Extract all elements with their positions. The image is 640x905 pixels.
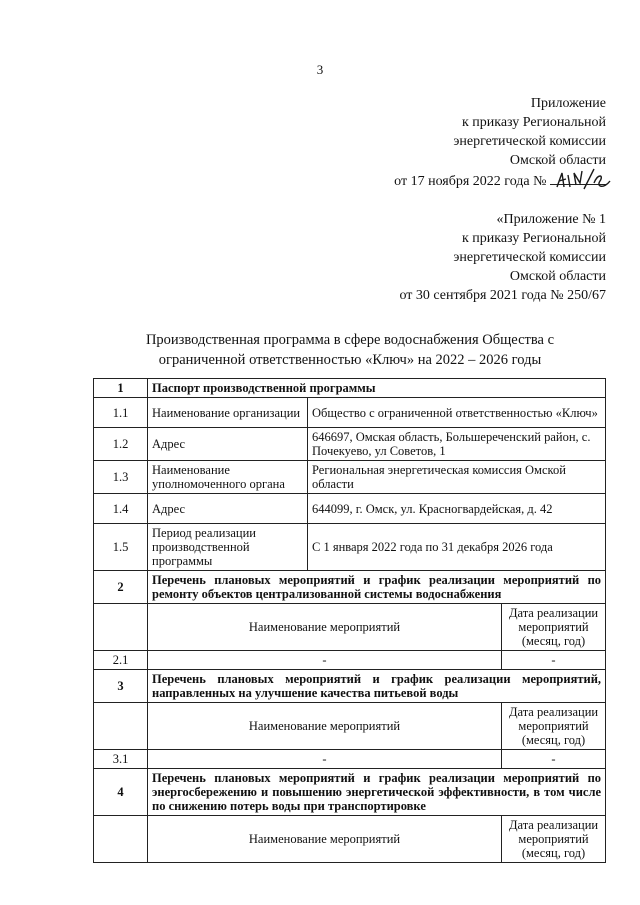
row-value: Общество с ограниченной ответственностью «Ключ» [308,398,606,428]
row-value: 646697, Омская область, Большереченский район, с. Почекуево, ул Советов, 1 [308,428,606,461]
row-value: С 1 января 2022 года по 31 декабря 2026 года [308,524,606,571]
section-heading: Перечень плановых мероприятий и график реализации мероприятий по ремонту объектов централизованной системы водоснабжения [148,571,606,604]
appendix-date-text: от 17 ноября 2022 года № [394,174,547,189]
title-line-2: ограниченной ответственностью «Ключ» на 2022 – 2026 годы [158,352,542,368]
appendix-header-current [394,94,606,191]
row-number: 1.2 [94,428,148,461]
table-row [94,428,606,461]
table-row [94,379,606,398]
appendix-line: энергетической комиссии [453,250,606,265]
production-program-table [93,378,606,863]
table-row [94,494,606,524]
row-number: 2.1 [94,651,148,670]
row-number: 1.4 [94,494,148,524]
section-number: 1 [94,379,148,398]
appendix-header-original [399,210,606,305]
table-row [94,651,606,670]
column-header-date: Дата реализации мероприятий (месяц, год) [502,816,606,863]
table-row [94,604,606,651]
table-row [94,398,606,428]
column-header-date: Дата реализации мероприятий (месяц, год) [502,703,606,750]
row-label: Наименование уполномоченного органа [148,461,308,494]
appendix-date-line [394,170,606,191]
row-value: 644099, г. Омск, ул. Красногвардейская, д. 42 [308,494,606,524]
section-heading: Перечень плановых мероприятий и график реализации мероприятий по энергосбережению и повышению энергетической эффективности, в том числе по снижению потерь воды при транспортировке [148,769,606,816]
row-number: 1.5 [94,524,148,571]
table-row [94,461,606,494]
handwritten-order-number-icon [554,167,612,193]
row-value: Региональная энергетическая комиссия Омской области [308,461,606,494]
section-number: 2 [94,571,148,604]
row-event: - [148,750,502,769]
row-event: - [148,651,502,670]
appendix-line: «Приложение № 1 [496,212,606,227]
column-header-event: Наименование мероприятий [148,816,502,863]
row-label: Наименование организации [148,398,308,428]
appendix-line: к приказу Региональной [461,115,606,130]
appendix-line: от 30 сентября 2021 года № 250/67 [399,288,606,303]
appendix-line: Омской области [509,153,606,168]
table-row [94,524,606,571]
appendix-line: к приказу Региональной [461,231,606,246]
table-row [94,571,606,604]
row-label: Адрес [148,428,308,461]
document-title [100,330,600,370]
appendix-line: Приложение [530,96,606,111]
table-row [94,703,606,750]
row-label: Период реализации производственной программы [148,524,308,571]
title-line-1: Производственная программа в сфере водоснабжения Общества с [145,332,555,348]
table-row [94,670,606,703]
row-date: - [502,750,606,769]
row-number: 1.3 [94,461,148,494]
appendix-line: энергетической комиссии [453,134,606,149]
table-row [94,769,606,816]
empty-cell [94,816,148,863]
column-header-event: Наименование мероприятий [148,604,502,651]
table-row [94,816,606,863]
row-label: Адрес [148,494,308,524]
page-number: 3 [316,62,324,77]
column-header-event: Наименование мероприятий [148,703,502,750]
column-header-date: Дата реализации мероприятий (месяц, год) [502,604,606,651]
empty-cell [94,604,148,651]
row-number: 1.1 [94,398,148,428]
section-number: 4 [94,769,148,816]
appendix-line: Омской области [509,269,606,284]
row-number: 3.1 [94,750,148,769]
table-row [94,750,606,769]
order-number [550,170,606,191]
section-heading: Паспорт производственной программы [148,379,606,398]
empty-cell [94,703,148,750]
section-number: 3 [94,670,148,703]
section-heading: Перечень плановых мероприятий и график реализации мероприятий, направленных на улучшение качества питьевой воды [148,670,606,703]
row-date: - [502,651,606,670]
